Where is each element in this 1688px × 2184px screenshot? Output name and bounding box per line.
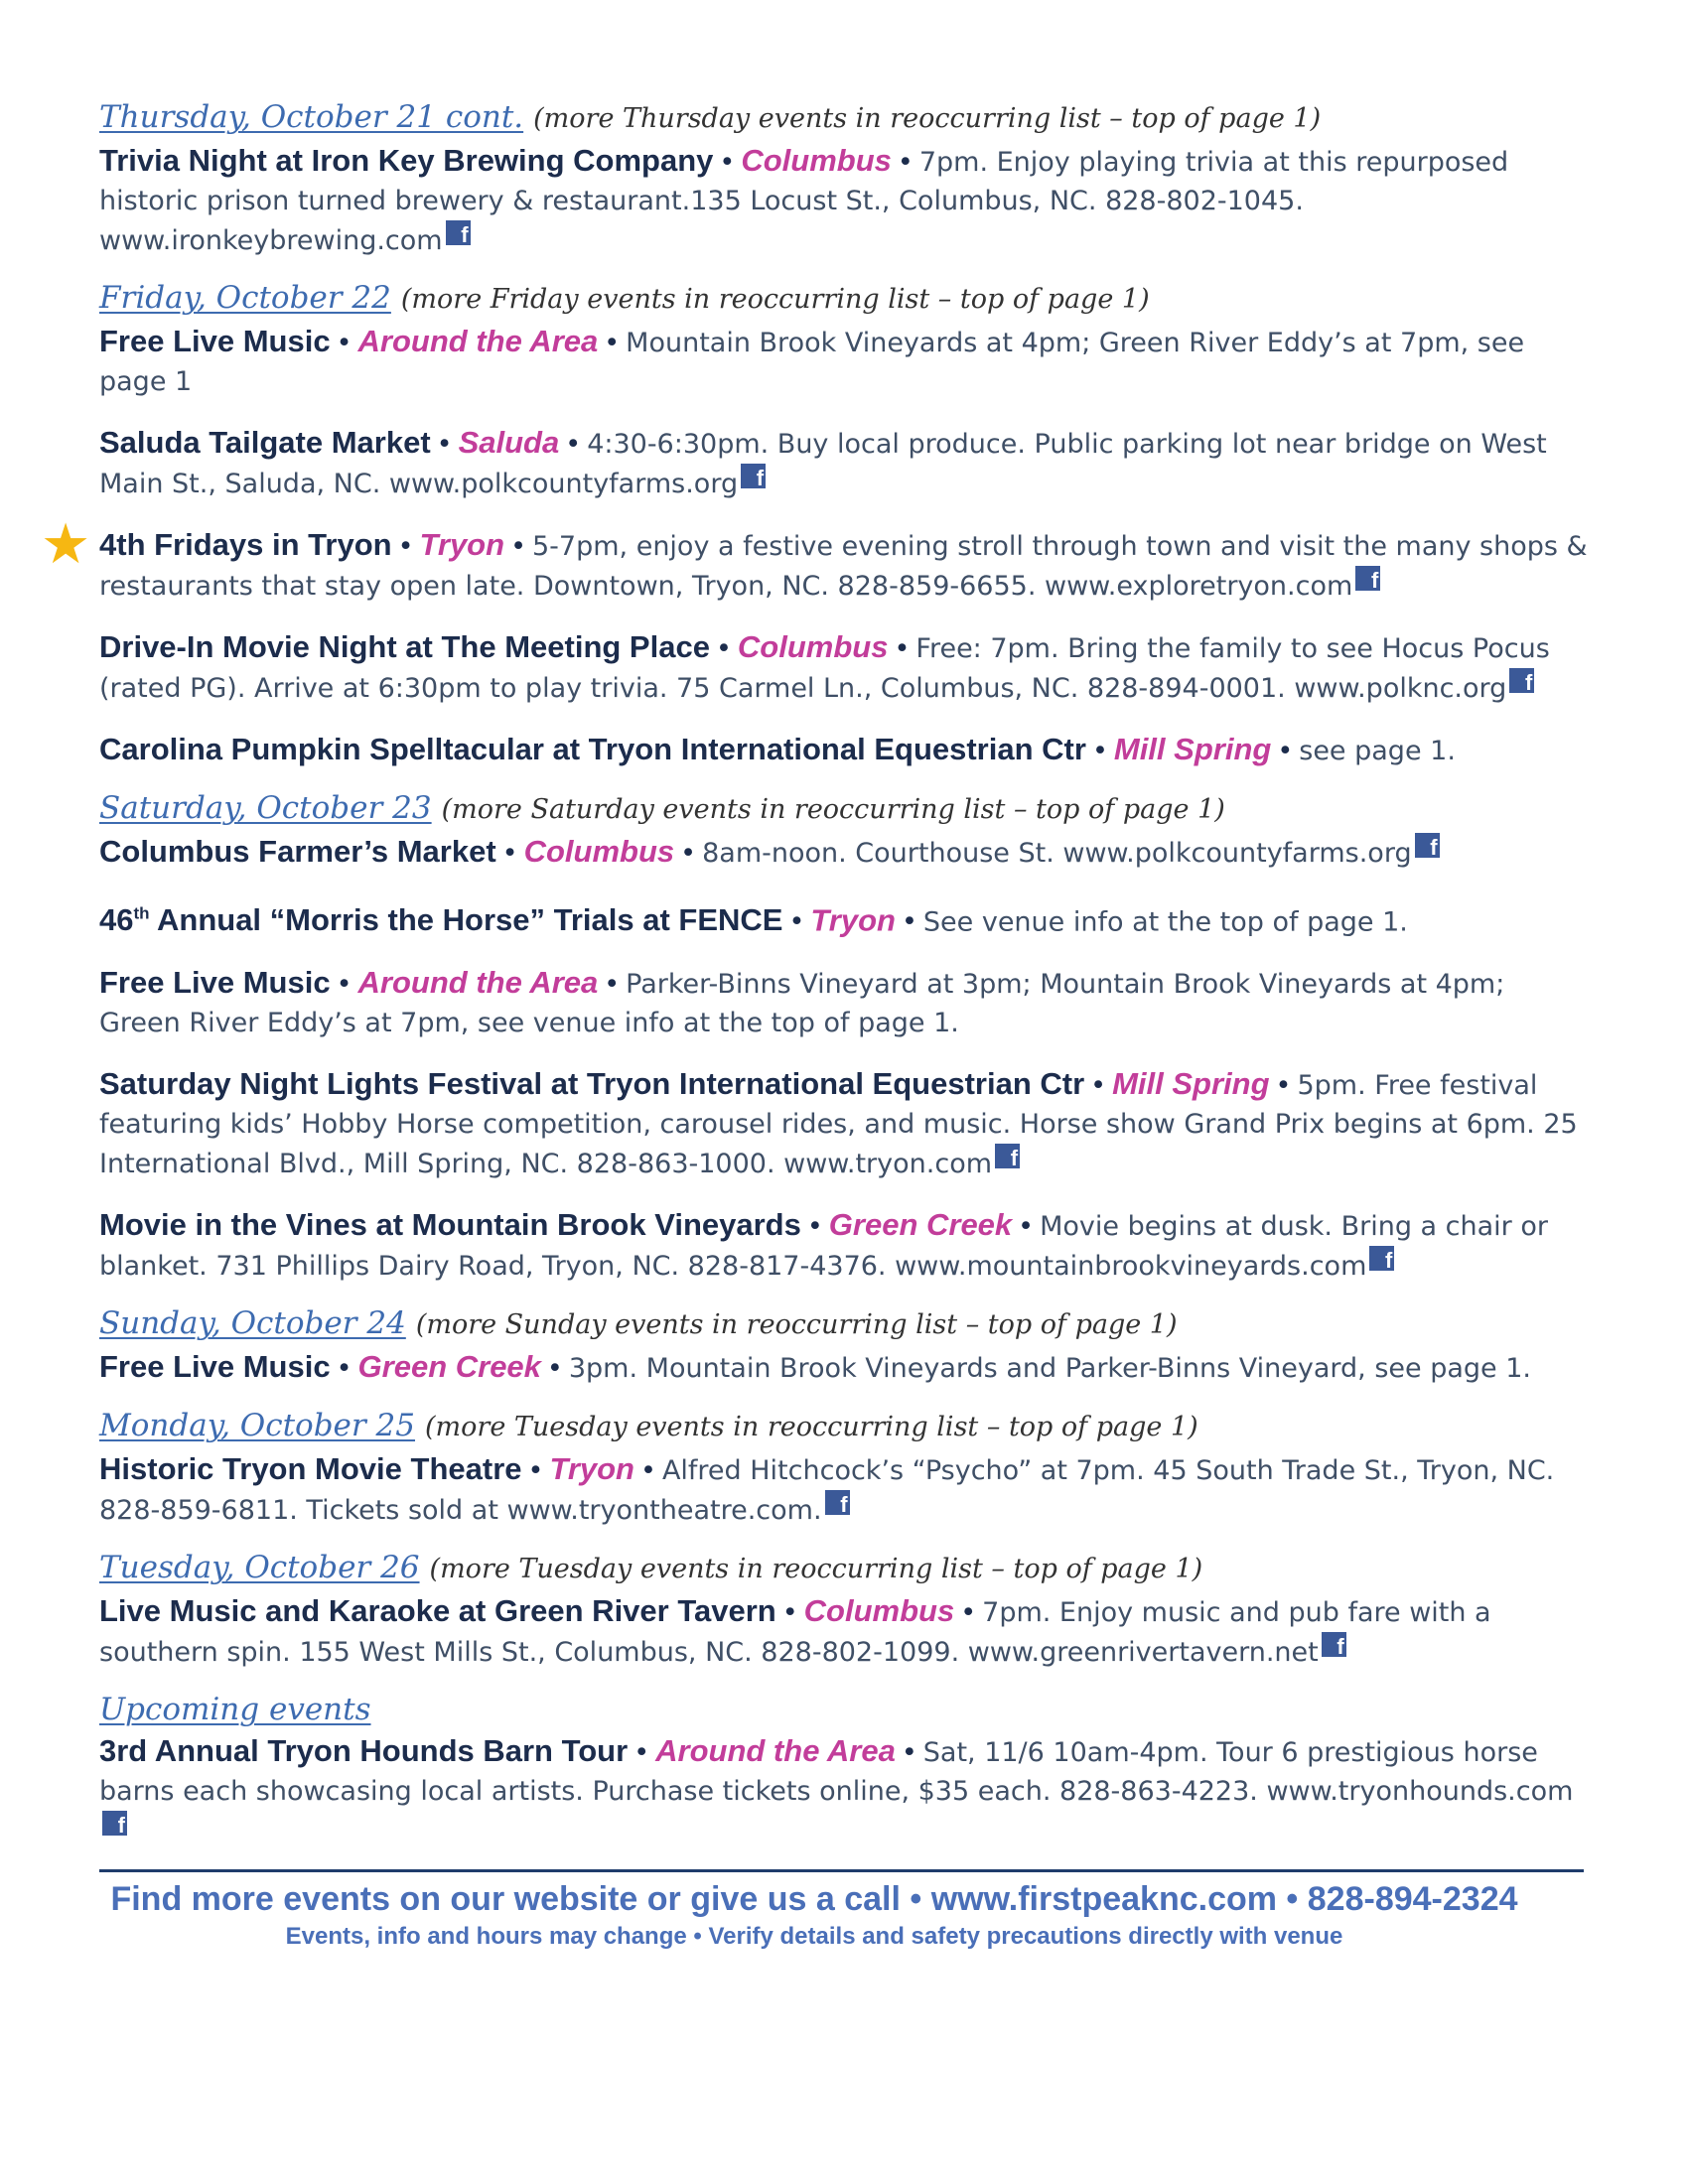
footer (99, 1869, 1589, 1951)
events-listing (41, 97, 1589, 1850)
day-heading (99, 1690, 1589, 1729)
day-section (99, 1406, 1589, 1530)
bullet-separator: • (633, 1737, 650, 1769)
event-item (99, 423, 1589, 503)
day-note: (more Friday events in reoccurring list – top of page 1) (400, 284, 1150, 315)
bullet-separator: • (336, 328, 352, 358)
event-item (99, 894, 1589, 941)
event-title-text: Free Live Music (99, 965, 331, 1001)
day-title: Sunday, October 24 (99, 1305, 406, 1342)
event-location: Around the Area (357, 965, 599, 1001)
event-location: Tryon (810, 902, 896, 938)
event-location: Mill Spring (1113, 732, 1272, 766)
facebook-icon[interactable]: f (825, 1490, 850, 1515)
event-item (99, 730, 1589, 770)
facebook-icon[interactable]: f (1415, 833, 1440, 858)
day-heading (99, 278, 1589, 320)
star-icon: ★ (41, 512, 91, 577)
event-location: Tryon (549, 1451, 634, 1487)
day-section (99, 1303, 1589, 1388)
event-item (99, 1347, 1589, 1388)
event-location: Saluda (458, 425, 560, 460)
event-title-text: 46 (99, 902, 134, 938)
footer-divider (99, 1869, 1584, 1872)
day-heading (99, 788, 1589, 830)
facebook-icon[interactable]: f (102, 1811, 127, 1836)
event-item (41, 512, 1589, 606)
bullet-separator: • (546, 1353, 563, 1385)
event-location: Green Creek (357, 1349, 541, 1385)
event-location: Tryon (419, 527, 505, 562)
event-description: 3pm. Mountain Brook Vineyards and Parker-Binns Vineyard, see page 1. (568, 1353, 1531, 1385)
day-section (99, 1690, 1589, 1850)
event-title-text: Live Music and Karaoke at Green River Tavern (99, 1593, 776, 1629)
event-location: Columbus (803, 1593, 955, 1629)
day-title: Friday, October 22 (99, 280, 391, 316)
event-title (99, 425, 431, 460)
day-title: Tuesday, October 26 (99, 1550, 420, 1586)
day-section (41, 278, 1589, 770)
day-section (99, 788, 1589, 1286)
facebook-icon[interactable]: f (1355, 566, 1380, 591)
event-title-superscript: th (133, 904, 150, 923)
day-section (99, 1548, 1589, 1672)
bullet-separator: • (1018, 1211, 1035, 1243)
bullet-separator: • (680, 838, 697, 869)
facebook-icon[interactable]: f (741, 464, 766, 488)
day-title: Monday, October 25 (99, 1408, 416, 1444)
footer-disclaimer: Events, info and hours may change • Verify details and safety precautions directly with venue (285, 1923, 1343, 1950)
bullet-separator: • (806, 1211, 823, 1243)
facebook-icon[interactable]: f (446, 220, 471, 245)
event-title (99, 1207, 801, 1242)
day-title: Saturday, October 23 (99, 790, 432, 826)
event-title-text: Saturday Night Lights Festival at Tryon International Equestrian Ctr (99, 1066, 1085, 1102)
event-title (99, 1733, 628, 1768)
event-item (99, 141, 1589, 260)
event-description: Movie begins at dusk. Bring a chair or blanket. 731 Phillips Dairy Road, Tryon, NC. 828-817-4376. www.mountainbrookvineyards.com (99, 1211, 1548, 1283)
day-heading (99, 1406, 1589, 1447)
event-title-text: Carolina Pumpkin Spelltacular at Tryon International Equestrian Ctr (99, 732, 1086, 766)
event-item (99, 1205, 1589, 1286)
event-title (99, 629, 710, 664)
event-title (99, 902, 782, 937)
event-item (99, 627, 1589, 708)
bullet-separator: • (336, 969, 352, 1001)
bullet-separator: • (565, 429, 582, 460)
bullet-separator: • (788, 906, 805, 938)
facebook-icon[interactable]: f (1322, 1632, 1346, 1657)
bullet-separator: • (1277, 736, 1294, 766)
event-location: Around the Area (357, 324, 599, 358)
event-location: Columbus (741, 143, 892, 178)
event-item (99, 1731, 1589, 1850)
bullet-separator: • (901, 906, 917, 938)
facebook-icon[interactable]: f (1509, 668, 1534, 693)
bullet-separator: • (719, 147, 736, 178)
bullet-separator: • (501, 838, 518, 869)
event-title (99, 1593, 776, 1628)
event-title-text: Free Live Music (99, 1349, 331, 1385)
event-title-text: Saluda Tailgate Market (99, 425, 431, 460)
event-item (99, 322, 1589, 401)
bullet-separator: • (336, 1353, 352, 1385)
facebook-icon[interactable]: f (995, 1144, 1020, 1168)
event-item (99, 1449, 1589, 1530)
bullet-separator: • (901, 1737, 917, 1769)
event-title-text: Movie in the Vines at Mountain Brook Vineyards (99, 1207, 801, 1243)
event-title (99, 965, 331, 1000)
event-location: Columbus (737, 629, 889, 664)
event-item (99, 832, 1589, 873)
day-note: (more Sunday events in reoccurring list – top of page 1) (415, 1309, 1178, 1341)
bullet-separator: • (781, 1597, 798, 1629)
event-title (99, 1066, 1084, 1101)
event-title-text: Historic Tryon Movie Theatre (99, 1451, 522, 1487)
day-section (99, 97, 1589, 260)
day-heading (99, 97, 1589, 139)
bullet-separator: • (715, 633, 732, 664)
bullet-separator: • (640, 1455, 656, 1487)
event-title-text: Drive-In Movie Night at The Meeting Place (99, 629, 710, 664)
day-title: Thursday, October 21 cont. (99, 99, 524, 135)
bullet-separator: • (510, 531, 526, 562)
day-heading (99, 1303, 1589, 1345)
event-location: Green Creek (828, 1207, 1013, 1243)
bullet-separator: • (897, 147, 914, 178)
event-title-text: 3rd Annual Tryon Hounds Barn Tour (99, 1733, 629, 1769)
day-note: (more Saturday events in reoccurring list – top of page 1) (441, 794, 1225, 825)
bullet-separator: • (604, 969, 621, 1001)
bullet-separator: • (894, 633, 911, 664)
event-description: 7pm. Enjoy music and pub fare with a southern spin. 155 West Mills St., Columbus, NC. 828-802-1099. www.greenrivertavern.net (99, 1597, 1491, 1669)
footer-contact-line: Find more events on our website or give us a call • www.firstpeaknc.com • 828-894-2324 (110, 1880, 1518, 1918)
bullet-separator: • (397, 531, 414, 562)
event-title (99, 143, 713, 178)
event-description: Parker-Binns Vineyard at 3pm; Mountain Brook Vineyards at 4pm; Green River Eddy’s at 7pm, see venue info at the top of page 1. (99, 969, 1505, 1039)
facebook-icon[interactable]: f (1369, 1246, 1394, 1271)
day-heading (99, 1548, 1589, 1589)
event-location: Columbus (523, 834, 675, 869)
event-title-text: Free Live Music (99, 324, 331, 358)
event-location: Mill Spring (1112, 1066, 1270, 1102)
event-title-text-rest: Annual “Morris the Horse” Trials at FENCE (149, 902, 783, 938)
event-description: 7pm. Enjoy playing trivia at this repurposed historic prison turned brewery & restaurant.135 Locust St., Columbus, NC. 828-802-1045. www.ironkeybrewing.com (99, 147, 1509, 256)
event-description: see page 1. (1299, 736, 1456, 766)
event-title (99, 1451, 522, 1486)
day-title: Upcoming events (99, 1692, 371, 1728)
event-title-text: 4th Fridays in Tryon (99, 527, 392, 562)
event-item (99, 1591, 1589, 1672)
event-description: Mountain Brook Vineyards at 4pm; Green River Eddy’s at 7pm, see page 1 (99, 328, 1525, 397)
event-title (99, 1349, 331, 1384)
day-note: (more Tuesday events in reoccurring list – top of page 1) (425, 1412, 1198, 1443)
day-note: (more Tuesday events in reoccurring list – top of page 1) (429, 1554, 1203, 1585)
bullet-separator: • (436, 429, 453, 460)
event-title (99, 527, 392, 562)
event-description: 8am-noon. Courthouse St. www.polkcountyfarms.org (702, 838, 1412, 869)
event-description: 4:30-6:30pm. Buy local produce. Public parking lot near bridge on West Main St., Saluda, NC. www.polkcountyfarms.org (99, 429, 1547, 499)
event-description: Sat, 11/6 10am-4pm. Tour 6 prestigious horse barns each showcasing local artists. Purchase tickets online, $35 each. 828-863-4223. www.tryonhounds.com (99, 1737, 1574, 1808)
bullet-separator: • (1091, 736, 1108, 766)
event-title (99, 324, 331, 358)
event-description: Alfred Hitchcock’s “Psycho” at 7pm. 45 South Trade St., Tryon, NC. 828-859-6811. Tickets sold at www.tryontheatre.com. (99, 1455, 1555, 1527)
bullet-separator: • (527, 1455, 544, 1487)
event-description: See venue info at the top of page 1. (922, 906, 1408, 938)
event-description: 5-7pm, enjoy a festive evening stroll through town and visit the many shops & restaurants that stay open late. Downtown, Tryon, NC. 828-859-6655. www.exploretryon.com (99, 531, 1588, 602)
event-title-text: Trivia Night at Iron Key Brewing Company (99, 143, 714, 178)
bullet-separator: • (604, 328, 621, 358)
day-note: (more Thursday events in reoccurring list – top of page 1) (533, 103, 1322, 134)
event-item (99, 1064, 1589, 1183)
event-description: 5pm. Free festival featuring kids’ Hobby Horse competition, carousel rides, and music. Horse show Grand Prix begins at 6pm. 25 International Blvd., Mill Spring, NC. 828-863-1000. www.tryon.com (99, 1070, 1578, 1180)
bullet-separator: • (1275, 1070, 1292, 1102)
event-title (99, 834, 496, 869)
event-title (99, 732, 1086, 766)
event-location: Around the Area (655, 1733, 896, 1769)
event-description: Free: 7pm. Bring the family to see Hocus Pocus (rated PG). Arrive at 6:30pm to play trivia. 75 Carmel Ln., Columbus, NC. 828-894-0001. www.polknc.org (99, 633, 1550, 704)
bullet-separator: • (960, 1597, 977, 1629)
event-title-text: Columbus Farmer’s Market (99, 834, 496, 869)
bullet-separator: • (1090, 1070, 1107, 1102)
event-item (99, 963, 1589, 1042)
